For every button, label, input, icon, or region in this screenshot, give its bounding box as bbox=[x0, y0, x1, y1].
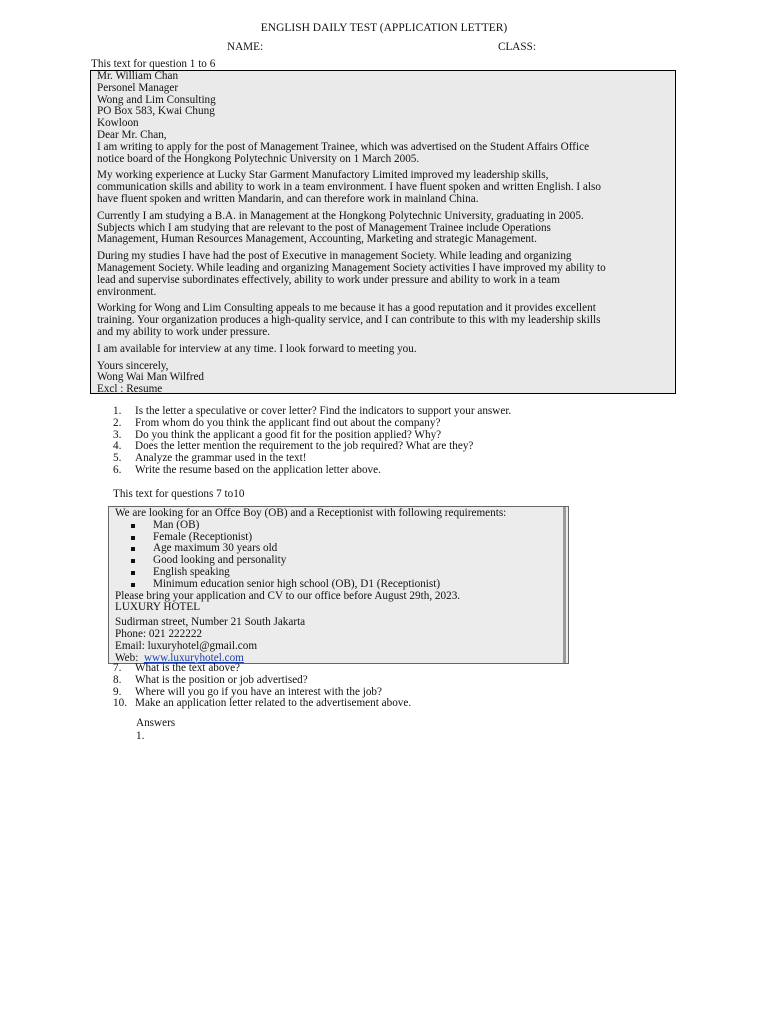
question-text: Make an application letter related to the advertisement above. bbox=[135, 697, 412, 710]
letter-paragraph bbox=[97, 170, 669, 205]
address-line: Kowloon bbox=[97, 117, 139, 130]
paragraph-line: notice board of the Hongkong Polytechnic University on 1 March 2005. bbox=[97, 152, 420, 165]
hotel-address: Sudirman street, Number 21 South Jakarta bbox=[115, 616, 306, 629]
paragraph-line: I am writing to apply for the post of Management Trainee, which was advertised on the Student Affairs Office bbox=[97, 140, 590, 153]
requirement-text: Man (OB) bbox=[153, 518, 200, 531]
requirement-text: Age maximum 30 years old bbox=[153, 542, 278, 555]
paragraph-line: My working experience at Lucky Star Garment Manufactory Limited improved my leadership skills, bbox=[97, 169, 549, 182]
section2-intro: This text for questions 7 to10 bbox=[113, 488, 245, 500]
question-number: 9. bbox=[113, 685, 122, 698]
question-number: 10. bbox=[113, 697, 127, 710]
web-label: Web: bbox=[115, 651, 139, 664]
answer-number: 1. bbox=[136, 730, 145, 742]
question-item bbox=[113, 698, 411, 710]
letter-box bbox=[90, 70, 676, 394]
square-bullet-icon bbox=[131, 524, 135, 528]
question-text: Where will you go if you have an interest with the job? bbox=[135, 685, 382, 698]
questions-1-to-6 bbox=[113, 406, 511, 477]
requirement-text: Good looking and personality bbox=[153, 554, 287, 567]
paragraph-line: Working for Wong and Lim Consulting appeals to me because it has a good reputation and it provides excellent bbox=[97, 302, 596, 315]
hotel-phone: Phone: 021 222222 bbox=[115, 627, 203, 640]
question-text: Analyze the grammar used in the text! bbox=[135, 452, 307, 465]
letter-paragraph bbox=[97, 251, 669, 298]
square-bullet-icon bbox=[131, 583, 135, 587]
website-link[interactable]: www.luxuryhotel.com bbox=[143, 651, 244, 664]
hotel-name: LUXURY HOTEL bbox=[115, 601, 201, 614]
paragraph-line: and my ability to work under pressure. bbox=[97, 325, 271, 338]
name-label: NAME: bbox=[227, 41, 264, 53]
paragraph-line: Management Society. While leading and organizing Management Society activities I have improved my ability to bbox=[97, 261, 606, 274]
requirement-text: English speaking bbox=[153, 565, 230, 578]
requirement-text: Minimum education senior high school (OB), D1 (Receptionist) bbox=[153, 577, 441, 590]
question-number: 5. bbox=[113, 452, 122, 465]
question-item bbox=[113, 465, 511, 477]
square-bullet-icon bbox=[131, 559, 135, 563]
questions-7-to-10 bbox=[113, 663, 411, 710]
address-line: PO Box 583, Kwai Chung bbox=[97, 105, 215, 118]
address-line: Wong and Lim Consulting bbox=[97, 93, 216, 106]
paragraph-line: environment. bbox=[97, 285, 157, 298]
question-number: 7. bbox=[113, 662, 122, 674]
requirements-list bbox=[115, 520, 562, 591]
question-number: 8. bbox=[113, 673, 122, 686]
question-text: From whom do you think the applicant find out about the company? bbox=[135, 416, 441, 429]
question-number: 1. bbox=[113, 405, 122, 417]
letter-address bbox=[97, 71, 669, 142]
square-bullet-icon bbox=[131, 547, 135, 551]
paragraph-line: During my studies I have had the post of Executive in management Society. While leading and organizing bbox=[97, 250, 572, 263]
answers-label: Answers bbox=[136, 717, 176, 729]
paragraph-line: Management, Human Resources Management, Accounting, Marketing and strategic Management. bbox=[97, 233, 537, 246]
letter-paragraph bbox=[97, 142, 669, 166]
closing-line: Yours sincerely, bbox=[97, 359, 169, 372]
letter-closing bbox=[97, 361, 669, 396]
test-title: ENGLISH DAILY TEST (APPLICATION LETTER) bbox=[260, 22, 508, 34]
letter-paragraph bbox=[97, 211, 669, 246]
ad-instruction: Please bring your application and CV to our office before August 29th, 2023. bbox=[115, 589, 461, 602]
question-number: 4. bbox=[113, 440, 122, 453]
requirement-text: Female (Receptionist) bbox=[153, 530, 253, 543]
question-number: 3. bbox=[113, 428, 122, 441]
hotel-email: Email: luxuryhotel@gmail.com bbox=[115, 639, 258, 652]
paragraph-line: Subjects which I am studying that are relevant to the post of Management Trainee include Operations bbox=[97, 221, 551, 234]
question-text: Write the resume based on the application letter above. bbox=[135, 463, 381, 476]
letter-paragraph bbox=[97, 344, 669, 356]
paragraph-line: lead and supervise subordinates effectively, ability to work under pressure and ability to work in a team bbox=[97, 273, 560, 286]
question-text: Does the letter mention the requirement to the job required? What are they? bbox=[135, 440, 474, 453]
box-edge-line bbox=[563, 507, 566, 663]
question-number: 2. bbox=[113, 416, 122, 429]
ad-intro: We are looking for an Offce Boy (OB) and a Receptionist with following requirements: bbox=[115, 507, 507, 519]
enclosure-line: Excl : Resume bbox=[97, 383, 163, 396]
question-text: Do you think the applicant a good fit for the position applied? Why? bbox=[135, 428, 442, 441]
address-line: Personel Manager bbox=[97, 81, 179, 94]
address-line: Mr. William Chan bbox=[97, 70, 179, 82]
question-text: What is the text above? bbox=[135, 662, 240, 674]
paragraph-line: I am available for interview at any time. I look forward to meeting you. bbox=[97, 342, 417, 355]
square-bullet-icon bbox=[131, 571, 135, 575]
job-advertisement-box bbox=[108, 506, 569, 664]
signature-name: Wong Wai Man Wilfred bbox=[97, 371, 205, 384]
square-bullet-icon bbox=[131, 536, 135, 540]
requirement-item bbox=[131, 579, 562, 591]
class-label: CLASS: bbox=[498, 41, 536, 53]
question-text: Is the letter a speculative or cover letter? Find the indicators to support your answer. bbox=[135, 405, 512, 417]
paragraph-line: training. Your organization produces a high-quality service, and I can contribute to this with my leadership skills bbox=[97, 314, 601, 327]
question-text: What is the position or job advertised? bbox=[135, 673, 308, 686]
letter-paragraph bbox=[97, 303, 669, 338]
section1-intro: This text for question 1 to 6 bbox=[91, 58, 216, 70]
salutation: Dear Mr. Chan, bbox=[97, 128, 167, 141]
paragraph-line: communication skills and ability to work in a team environment. I have fluent spoken and written English. I also bbox=[97, 181, 601, 194]
paragraph-line: Currently I am studying a B.A. in Management at the Hongkong Polytechnic University, graduating in 2005. bbox=[97, 209, 584, 222]
question-number: 6. bbox=[113, 463, 122, 476]
paragraph-line: have fluent spoken and written Mandarin, and can therefore work in mainland China. bbox=[97, 192, 479, 205]
